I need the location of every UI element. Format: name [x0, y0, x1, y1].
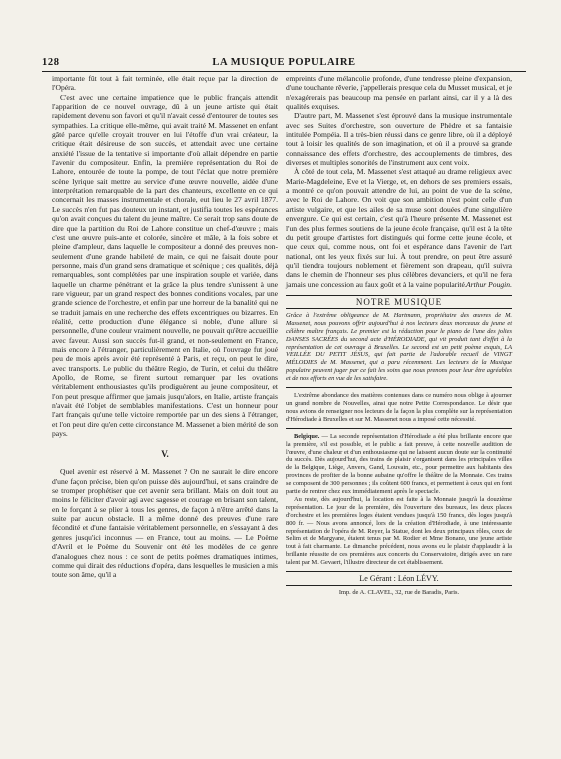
author-signature: Arthur Pougin. — [466, 279, 512, 289]
gerant-line: Le Gérant : Léon LÉVY. — [286, 571, 512, 586]
right-column — [286, 74, 512, 596]
belgique-lead: Belgique. — [294, 432, 320, 440]
paragraph: importante fût tout à fait terminée, elle était reçue par la direction de l'Opéra. — [52, 74, 278, 93]
page-header — [42, 57, 526, 72]
left-column — [52, 74, 278, 580]
belgique-text-2: Au reste, dès aujourd'hui, la location est faite à la Monnaie jusqu'à la douzième représentation. Le jour de la première, dès l'ouverture des bureaux, les deux places d'orchestre et les premières loges étaient vendues jusqu'à 150 francs, dès loges jusqu'à 800 fr. — Nous avons annoncé, lors de la création d'Hérodiade, à une intéressante représentation de l'opéra de M. Reyer, la Statue, dont les deux principaux rôles, ceux de Selim et de Margyane, étaient tenus par M. Rodier et Mme Bonano, une jeune artiste tout à fait charmante. Le dimanche précédent, nous avons eu le plaisir d'applaudir à la brillante réussite de ces premières aux concerts du Conservatoire, dirigés avec un rare talent par M. Gevaert, l'illustre directeur de cet établissement. — [286, 495, 512, 567]
paragraph: Quel avenir est réservé à M. Massenet ? On ne saurait le dire encore d'une façon précise, bien qu'on puisse dès aujourd'hui, et sans craindre de se tromper prophétiser que cet avenir sera brillant. Mais on doit tout au moins le féliciter d'avoir agi avec sagesse et courage en brisant son talent, en le forçant à se plier à tous les genres, de façon à n'être arrêté dans la suite par aucun obstacle. Il a même donné des preuves d'une rare fécondité et d'une fantaisie véritablement personnelle, en s'essayant à des genres jusqu'ici inconnus — en France, tout au moins. — Le Poème d'Avril et le Poème du Souvenir ont été les modèles de ce genre d'analogues chez nous : ce sont de petits poèmes dramatiques intimes, comme qui dirait des réductions d'opéra, dans lesquelles le musicien a mis toute son âme, qu'il a — [52, 467, 278, 580]
paragraph: C'est avec une certaine impatience que le public français attendit l'apparition de ce nouvel ouvrage, dû à un jeune artiste qui était rapidement devenu son favori et qu'il n'avait cessé d'entourer de toutes ses sympathies. La critique elle-même, qui avait traité M. Massenet en enfant gâté parce qu'elle croyait trouver en lui l'étoffe d'un vrai créateur, la critique était désireuse de son succès, et attendait avec une certaine anxiété l'issue de la tentative si importante d'où allait dépendre en partie l'avenir du compositeur. Enfin, la première représentation du Roi de Lahore, entourée de toute la pompe, de tout l'éclat que notre première scène lyrique sait mettre au service d'une œuvre nouvelle, aidée d'une interprétation remarquable de la part des chanteurs, excellente en ce qui concernait les masses instrumentale et chorale, eut lieu le 27 avril 1877. Le succès n'en fut pas douteux un instant, et justifia toutes les espérances qu'on avait conçues du talent du jeune maître. Ce serait trop sans doute de dire que la partition du Roi de Lahore constitue un chef-d'œuvre ; mais c'est une œuvre puis-ante et colorée, sincère et mâle, à la fois sobre et pleine d'ampleur, dans laquelle le compositeur a donné des preuves non-seulement d'une grande habileté de main, ce qui ne faisait doute pour personne, mais d'un grand sens dramatique et scénique ; ces qualités, déjà remarquables, sont complétées par une inspiration souple et variée, dans laquelle un charme pénétrant et la grâce la plus tendre s'unissent à une rare vigueur, par un grand respect des bonnes conditions vocales, par une grande science de l'orchestre, et enfin par une horreur de la banalité qui ne se traduit jamais en une recherche des effets excentriques ou bizarres. En réalité, cette production d'une élégance si noble, d'une allure si personnelle, d'une couleur vraiment nouvelle, ne pouvait qu'être accueillie avec faveur. Aussi son succès fut-il grand, et non-seulement en France, mais encore à l'étranger, particulièrement en Italie, où l'ouvrage fut joué peu de mois après avoir été représenté à Paris, et reçu, on peut le dire, avec transports. Le public du théâtre Regio, de Turin, et celui du théâtre Apollo, de Rome, se firent surtout remarquer par les ovations véritablement enthousiastes qu'ils prodiguèrent au jeune compositeur, et l'on peut presque affirmer que jamais jusqu'alors, en Italie, artiste français n'avait été l'objet de semblables manifestations. C'est un honneur pour l'art français qu'une telle victoire remportée par un des siens à l'étranger, et l'on peut dire qu'en cette circonstance M. Massenet a bien mérité de son pays. — [52, 92, 278, 439]
journal-title: LA MUSIQUE POPULAIRE — [212, 57, 356, 68]
divider — [286, 428, 512, 429]
paragraph: À côté de tout cela, M. Massenet s'est attaqué au drame religieux avec Marie-Magdeleine, Eve et la Vierge, et, en dehors de ses premiers essais, a montré ce qu'on pouvait attendre de lui, au point de vue de la scène, avec le Roi de Lahore. On voit que son ambition n'est point celle d'un artiste vulgaire, et que les ailes de sa muse sont douées d'une singulière envergure. Ce qui est certain, c'est qu'à l'heure présente M. Massenet est l'un des plus fermes soutiens de la jeune école française, qu'il est à la tête du petit groupe d'artistes fort distingués qui forme cette jeune école, et que ceux qui, comme nous, ont foi et espérance dans l'avenir de l'art national, ont les yeux fixés sur lui. À tout prendre, on peut être assuré qu'il tiendra toujours noblement et fièrement son drapeau, qu'il suivra dans le chemin de l'honneur ses plus célèbres devanciers, et qu'il ne fera jamais une concession au faux goût et à la vaine popularité. — [286, 167, 512, 289]
page-number: 128 — [42, 57, 60, 68]
notice-text: L'extrême abondance des matières contenues dans ce numéro nous oblige à ajourner un grand nombre de Nouvelles, ainsi que notre Petite Correspondance. Le désir que nous avions de renseigner nos lecteurs de la façon la plus complète sur la représentation d'Hérodiade à Bruxelles et sur M. Massenet nous a imposé cette nécessité. — [286, 392, 512, 423]
paragraph: empreints d'une mélancolie profonde, d'une tendresse pleine d'expansion, d'une touchante rêverie, j'appellerais presque cela du Musset musical, et je n'exagérerais pas beaucoup ma pensée en parlant ainsi, car il y a là des qualités exquises. — [286, 74, 512, 112]
paragraph: D'autre part, M. Massenet s'est éprouvé dans la musique instrumentale avec ses Suites d'orchestre, son ouverture de Phèdre et sa fantaisie intitulée Pompéia. Il a très-bien réussi dans ce genre libre, où il a déployé tout à loisir les qualités de son imagination, et où il a prouvé sa grande connaissance des effets d'orchestre, des accouplements de timbres, des diverses et multiples sonorités de l'instrument aux cent voix. — [286, 111, 512, 168]
belgique-text: — La seconde représentation d'Hérodiade a été plus brillante encore que la première, s'il est possible, et le public a fait preuve, à cette nouvelle audition de l'œuvre, d'une chaleur et d'un enthousiasme qui ne laissent aucun doute sur la continuité du succès. Dès aujourd'hui, des trains de plaisir s'organisent dans les principales villes de la Belgique, Liège, Anvers, Gand, Louvain, etc., pour permettre aux habitants des provinces de profiter de la bonne aubaine qu'offre le théâtre de la Monnaie. Ces trains se composent de 300 personnes ; ils coûtent 600 francs, et permettent à ceux qui en font partie de rentrer chez eux immédiatement après le spectacle. — [286, 432, 512, 496]
section-heading: V. — [161, 449, 169, 460]
divider — [286, 387, 512, 388]
notre-musique-text: Grâce à l'extrême obligeance de M. Hartmann, propriétaire des œuvres de M. Massenet, nous pouvons offrir aujourd'hui à nos lecteurs deux morceaux du jeune et célèbre maître français. Le premier est la réduction pour le piano de l'une des jolies DANSES SACRÉES du second acte d'HÉRODIADE, qui vit produit tant d'effet à la représentation de cet ouvrage à Bruxelles. Le second est un petit poème exquis, LA VEILLÉE DU PETIT JÉSUS, qui fait partie de l'adorable recueil de VINGT MÉLODIES de M. Massenet, qui a paru récemment. Les lecteurs de la Musique populaire peuvent juger par ce fait les soins que nous prenons pour leur être agréables et de nos efforts en vue de les satisfaire. — [286, 311, 512, 383]
notre-musique-heading: NOTRE MUSIQUE — [286, 295, 512, 309]
belgique-paragraph — [286, 433, 512, 496]
imprint-line: Imp. de A. CLAVEL, 32, rue de Baradis, Paris. — [338, 589, 460, 597]
